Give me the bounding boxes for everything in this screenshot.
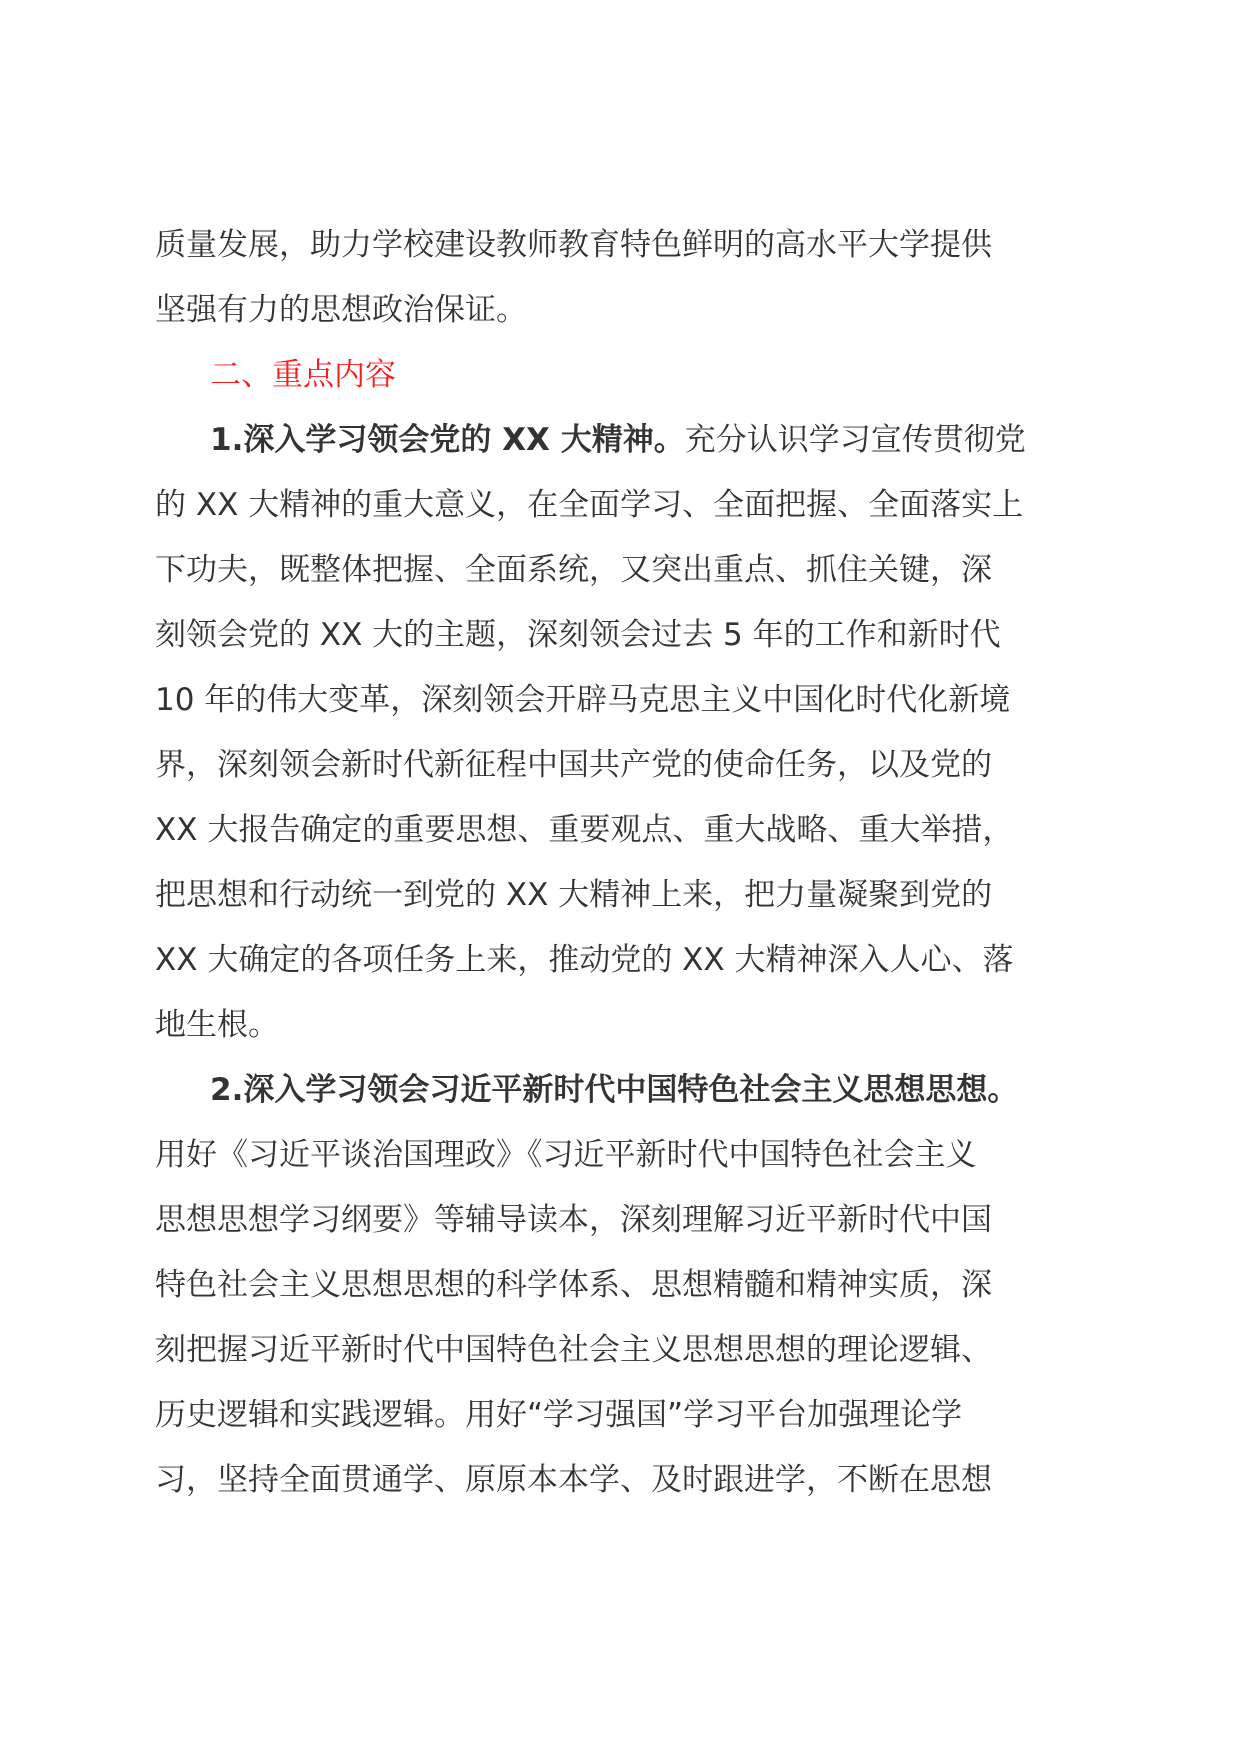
item-1-line: 下功夫，既整体把握、全面系统，又突出重点、抓住关键，深 <box>155 552 992 588</box>
item-1-line: 把思想和行动统一到党的 XX 大精神上来，把力量凝聚到党的 <box>155 877 993 913</box>
item-1-line: 10 年的伟大变革，深刻领会开辟马克思主义中国化时代化新境 <box>155 682 1011 718</box>
item-1-line: XX 大报告确定的重要思想、重要观点、重大战略、重大举措， <box>155 812 1014 848</box>
section-heading: 二、重点内容 <box>210 357 396 393</box>
item-2-line: 历史逻辑和实践逻辑。用好“学习强国”学习平台加强理论学 <box>155 1397 963 1433</box>
item-2-line: 特色社会主义思想思想的科学体系、思想精髓和精神实质，深 <box>155 1267 992 1303</box>
item-1-first-line <box>155 408 1090 473</box>
item-2-heading: 2.深入学习领会习近平新时代中国特色社会主义思想思想。 <box>210 1072 1019 1108</box>
item-2-line: 用好《习近平谈治国理政》《习近平新时代中国特色社会主义 <box>155 1137 977 1173</box>
intro-line: 坚强有力的思想政治保证。 <box>155 292 527 328</box>
item-1-line: 界，深刻领会新时代新征程中国共产党的使命任务，以及党的 <box>155 747 992 783</box>
item-1-heading: 1.深入学习领会党的 XX 大精神。 <box>210 422 685 458</box>
item-1-line: 地生根。 <box>155 1007 279 1043</box>
item-1-line: 的 XX 大精神的重大意义，在全面学习、全面把握、全面落实上 <box>155 487 1024 523</box>
item-1-line: 刻领会党的 XX 大的主题，深刻领会过去 5 年的工作和新时代 <box>155 617 1001 653</box>
document-body <box>155 213 1090 1513</box>
item-2-line: 思想思想学习纲要》等辅导读本，深刻理解习近平新时代中国 <box>155 1202 992 1238</box>
item-2-line: 刻把握习近平新时代中国特色社会主义思想思想的理论逻辑、 <box>155 1332 992 1368</box>
item-1-text: 充分认识学习宣传贯彻党 <box>684 422 1026 458</box>
item-1-line: XX 大确定的各项任务上来，推动党的 XX 大精神深入人心、落 <box>155 942 1014 978</box>
item-2-line: 习，坚持全面贯通学、原原本本学、及时跟进学，不断在思想 <box>155 1462 992 1498</box>
intro-line: 质量发展，助力学校建设教师教育特色鲜明的高水平大学提供 <box>155 227 992 263</box>
